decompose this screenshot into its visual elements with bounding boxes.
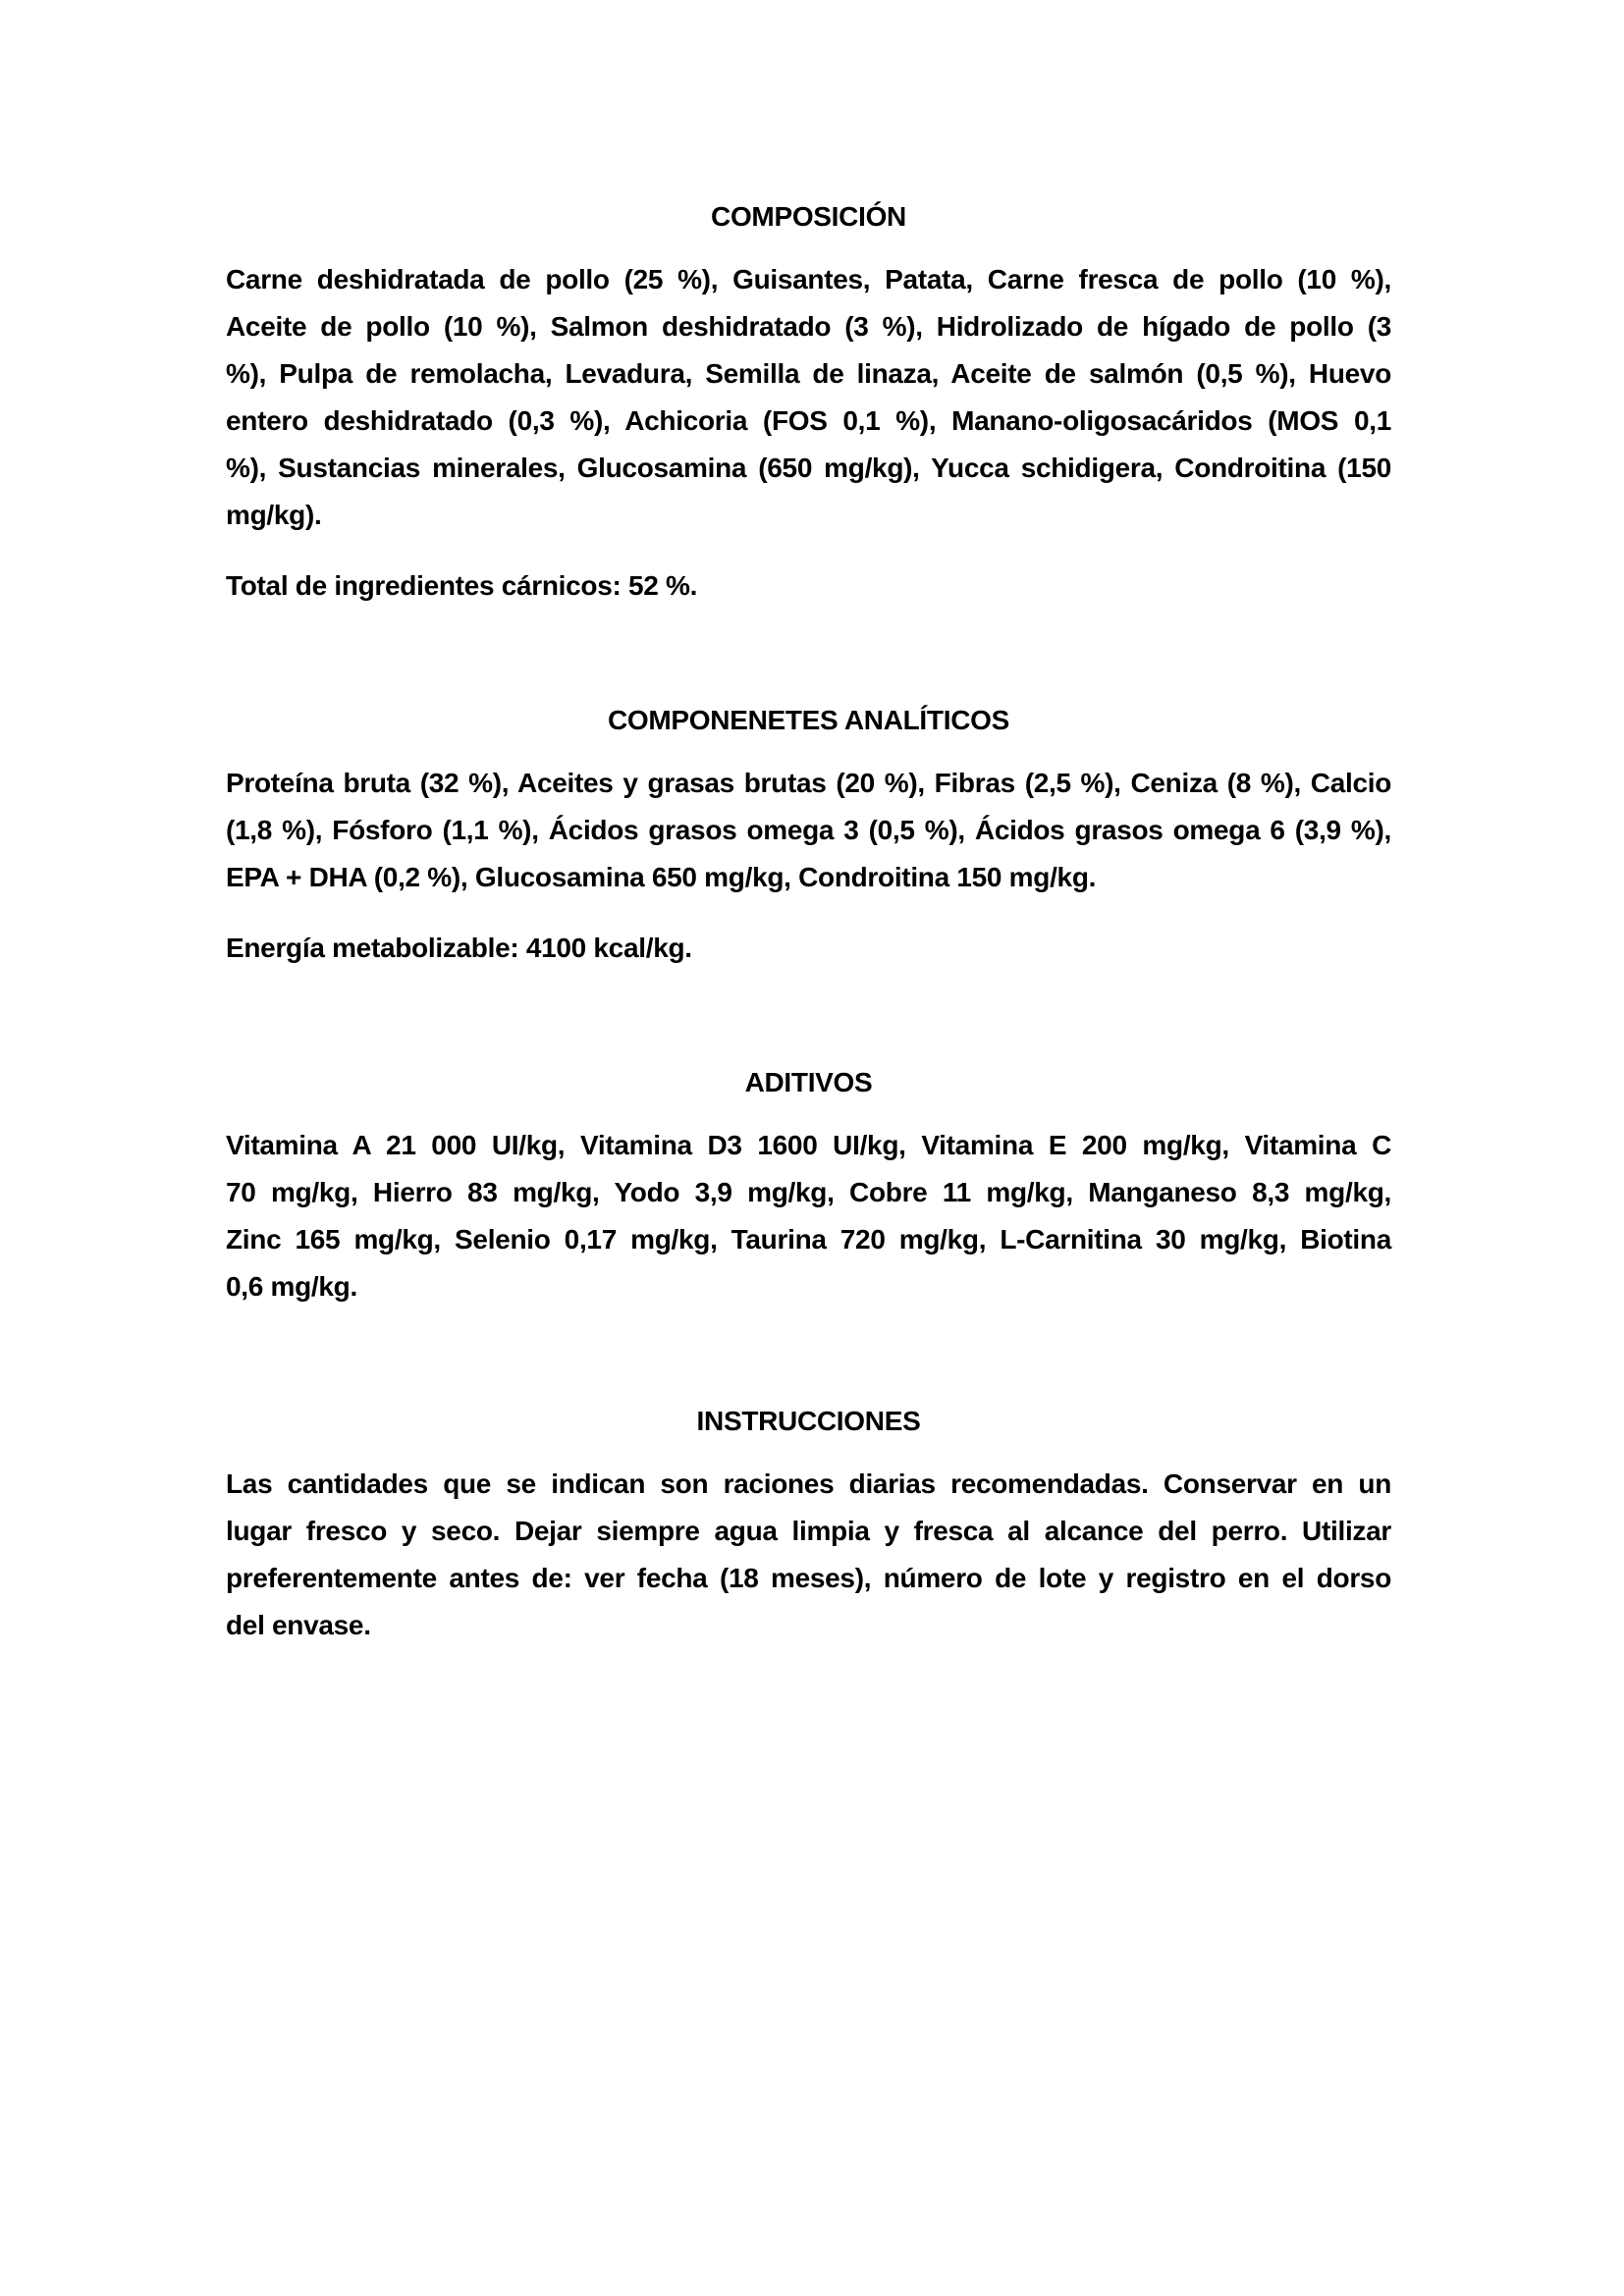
paragraph-analytical-components (226, 760, 1391, 901)
text-line: preferentemente antes de: ver fecha (18 meses), número de lote y registro en el dorso (226, 1563, 1391, 1593)
text-line: Total de ingredientes cárnicos: 52 %. (226, 570, 698, 601)
text-line: Vitamina A 21 000 UI/kg, Vitamina D3 1600 UI/kg, Vitamina E 200 mg/kg, Vitamina C (226, 1130, 1391, 1160)
text-line: %), Sustancias minerales, Glucosamina (650 mg/kg), Yucca schidigera, Condroitina (150 (226, 453, 1391, 483)
text-line: Carne deshidratada de pollo (25 %), Guisantes, Patata, Carne fresca de pollo (10 %), (226, 264, 1391, 294)
text-line: Zinc 165 mg/kg, Selenio 0,17 mg/kg, Taurina 720 mg/kg, L-Carnitina 30 mg/kg, Biotina (226, 1224, 1391, 1255)
section-composicion (226, 193, 1391, 610)
text-line: Energía metabolizable: 4100 kcal/kg. (226, 933, 692, 963)
section-heading-instrucciones: INSTRUCCIONES (696, 1406, 921, 1436)
text-line: del envase. (226, 1610, 371, 1640)
text-line: entero deshidratado (0,3 %), Achicoria (FOS 0,1 %), Manano-oligosacáridos (MOS 0,1 (226, 405, 1391, 436)
section-heading-aditivos: ADITIVOS (744, 1067, 873, 1097)
section-instrucciones (226, 1398, 1391, 1649)
text-line: Aceite de pollo (10 %), Salmon deshidratado (3 %), Hidrolizado de hígado de pollo (3 (226, 311, 1391, 342)
paragraph-composition (226, 256, 1391, 539)
text-line: 70 mg/kg, Hierro 83 mg/kg, Yodo 3,9 mg/kg, Cobre 11 mg/kg, Manganeso 8,3 mg/kg, (226, 1177, 1391, 1207)
text-line: 0,6 mg/kg. (226, 1271, 357, 1302)
section-componentes-analiticos (226, 697, 1391, 972)
paragraph-energia (226, 925, 1391, 972)
text-line: lugar fresco y seco. Dejar siempre agua limpia y fresca al alcance del perro. Utilizar (226, 1516, 1391, 1546)
text-line: %), Pulpa de remolacha, Levadura, Semilla de linaza, Aceite de salmón (0,5 %), Huevo (226, 358, 1391, 389)
section-aditivos (226, 1059, 1391, 1310)
paragraph-total-carnicos (226, 562, 1391, 610)
text-line: (1,8 %), Fósforo (1,1 %), Ácidos grasos omega 3 (0,5 %), Ácidos grasos omega 6 (3,9 %), (226, 815, 1391, 845)
text-line: mg/kg). (226, 500, 322, 530)
text-line: Las cantidades que se indican son raciones diarias recomendadas. Conservar en un (226, 1468, 1391, 1499)
section-heading-componentes-analiticos: COMPONENETES ANALÍTICOS (608, 705, 1009, 735)
paragraph-additives (226, 1122, 1391, 1310)
text-line: EPA + DHA (0,2 %), Glucosamina 650 mg/kg, Condroitina 150 mg/kg. (226, 862, 1097, 892)
text-line: Proteína bruta (32 %), Aceites y grasas brutas (20 %), Fibras (2,5 %), Ceniza (8 %), Calcio (226, 768, 1391, 798)
section-heading-composicion: COMPOSICIÓN (711, 201, 906, 232)
paragraph-instructions (226, 1461, 1391, 1649)
